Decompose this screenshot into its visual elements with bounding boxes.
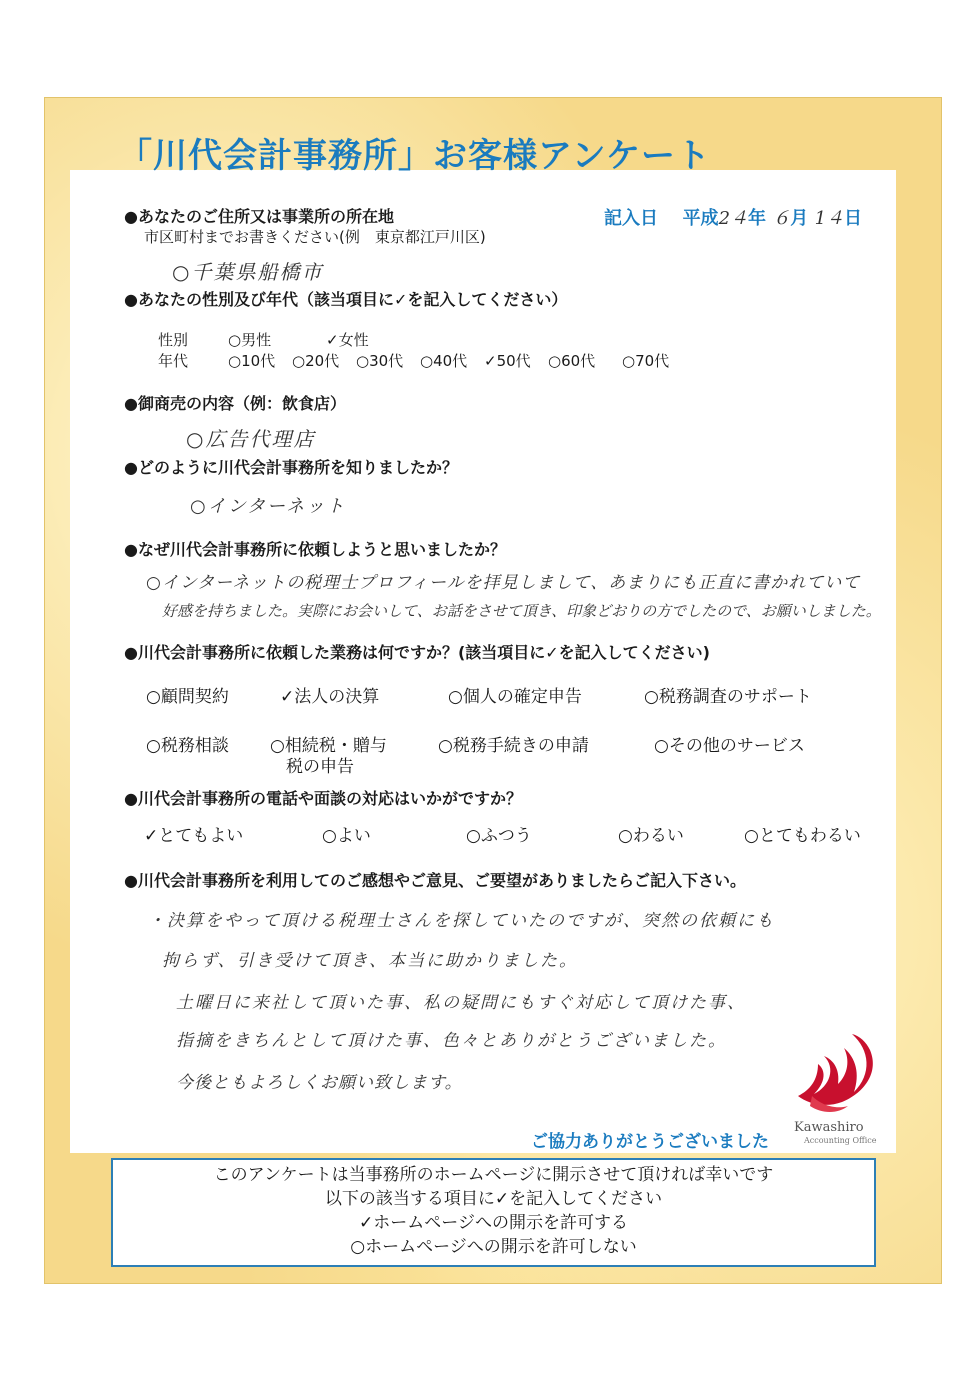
date-month-unit: 月 (790, 208, 809, 229)
date-month[interactable]: ６ (772, 208, 791, 229)
age-option-10s[interactable]: ○10代 (228, 352, 276, 370)
answer-business[interactable]: ○広告代理店 (186, 427, 316, 451)
question-comments: ●川代会計事務所を利用してのご感想やご意見、ご要望がありましたらご記入下さい。 (124, 871, 746, 890)
service-option-tax-audit-support[interactable]: ○税務調査のサポート (644, 687, 812, 707)
question-response-quality: ●川代会計事務所の電話や面談の対応はいかがですか？ (124, 789, 522, 808)
question-reason: ●なぜ川代会計事務所に依頼しようと思いましたか？ (124, 540, 506, 559)
answer-source[interactable]: ○インターネット (190, 496, 347, 517)
rating-option-average[interactable]: ○ふつう (466, 826, 532, 846)
answer-comment-line[interactable]: 指摘をきちんとして頂けた事、色々とありがとうございました。 (176, 1031, 727, 1051)
phoenix-logo-icon (790, 1030, 885, 1120)
gender-label: 性別 (158, 331, 189, 349)
answer-comment-line[interactable]: 土曜日に来社して頂いた事、私の疑問にもすぐ対応して頂けた事、 (176, 993, 746, 1013)
age-option-60s[interactable]: ○60代 (548, 352, 596, 370)
logo-brand: Kawashiro (794, 1120, 864, 1135)
answer-comment-line[interactable]: 拘らず、引き受けて頂き、本当に助かりました。 (162, 951, 578, 971)
rating-option-bad[interactable]: ○わるい (618, 826, 684, 846)
answer-comment-line[interactable]: ・決算をやって頂ける税理士さんを探していたのですが、突然の依頼にも (148, 911, 775, 931)
service-option-inheritance-gift-cont: 税の申告 (286, 757, 354, 777)
entry-date (604, 204, 862, 230)
question-gender-age: ●あなたの性別及び年代（該当項目に✓を記入してください） (124, 290, 568, 309)
answer-address[interactable]: ○千葉県船橋市 (172, 260, 324, 284)
service-option-inheritance-gift[interactable]: ○相続税・贈与 (270, 736, 387, 756)
thanks-message: ご協力ありがとうございました (531, 1132, 769, 1152)
consent-option-allow[interactable]: ✓ホームページへの開示を許可する (359, 1213, 628, 1233)
rating-option-very-good[interactable]: ✓とてもよい (144, 826, 244, 846)
date-year[interactable]: 2４ (718, 208, 749, 229)
date-label: 記入日 (604, 208, 658, 229)
age-label: 年代 (158, 352, 189, 370)
age-option-40s[interactable]: ○40代 (420, 352, 468, 370)
service-option-tax-consultation[interactable]: ○税務相談 (146, 736, 229, 756)
logo-subtitle: Accounting Office (804, 1136, 877, 1145)
question-business: ●御商売の内容（例：飲食店） (124, 394, 346, 413)
age-option-70s[interactable]: ○70代 (622, 352, 670, 370)
consent-instruction: 以下の該当する項目に✓を記入してください (324, 1189, 663, 1209)
question-source: ●どのように川代会計事務所を知りましたか？ (124, 458, 458, 477)
service-option-personal-tax-return[interactable]: ○個人の確定申告 (448, 687, 582, 707)
rating-option-good[interactable]: ○よい (322, 826, 371, 846)
answer-reason-line[interactable]: 好感を持ちました。実際にお会いして、お話をさせて頂き、印象どおりの方でしたので、お願いしました。 (162, 602, 881, 620)
answer-comment-line[interactable]: 今後ともよろしくお願い致します。 (176, 1073, 463, 1093)
gender-option-female[interactable]: ✓女性 (326, 331, 369, 349)
answer-reason-line[interactable]: ○インターネットの税理士プロフィールを拝見しまして、あまりにも正直に書かれていて (146, 573, 861, 593)
consent-intro: このアンケートは当事務所のホームページに開示させて頂ければ幸いです (213, 1165, 774, 1185)
publication-consent-box (111, 1158, 876, 1267)
service-option-tax-procedures[interactable]: ○税務手続きの申請 (438, 736, 589, 756)
age-option-50s[interactable]: ✓50代 (484, 352, 531, 370)
age-option-20s[interactable]: ○20代 (292, 352, 340, 370)
consent-option-deny[interactable]: ○ホームページへの開示を許可しない (350, 1237, 637, 1257)
service-option-advisory[interactable]: ○顧問契約 (146, 687, 229, 707)
gender-option-male[interactable]: ○男性 (228, 331, 272, 349)
page-title: 「川代会計事務所」お客様アンケート (118, 136, 711, 176)
question-address: ●あなたのご住所又は事業所の所在地 (124, 207, 394, 226)
date-day-unit: 日 (844, 208, 863, 229)
date-year-unit: 年 (748, 208, 767, 229)
question-services: ●川代会計事務所に依頼した業務は何ですか？(該当項目に✓を記入してください) (124, 643, 710, 662)
service-option-corporate-settlement[interactable]: ✓法人の決算 (280, 687, 380, 707)
rating-option-very-bad[interactable]: ○とてもわるい (744, 826, 861, 846)
age-option-30s[interactable]: ○30代 (356, 352, 404, 370)
company-logo (790, 1030, 885, 1145)
question-address-hint: 市区町村までお書きください(例 東京都江戸川区) (144, 228, 486, 246)
date-day[interactable]: 1４ (814, 208, 845, 229)
service-option-other[interactable]: ○その他のサービス (654, 736, 805, 756)
date-era: 平成 (682, 208, 719, 229)
